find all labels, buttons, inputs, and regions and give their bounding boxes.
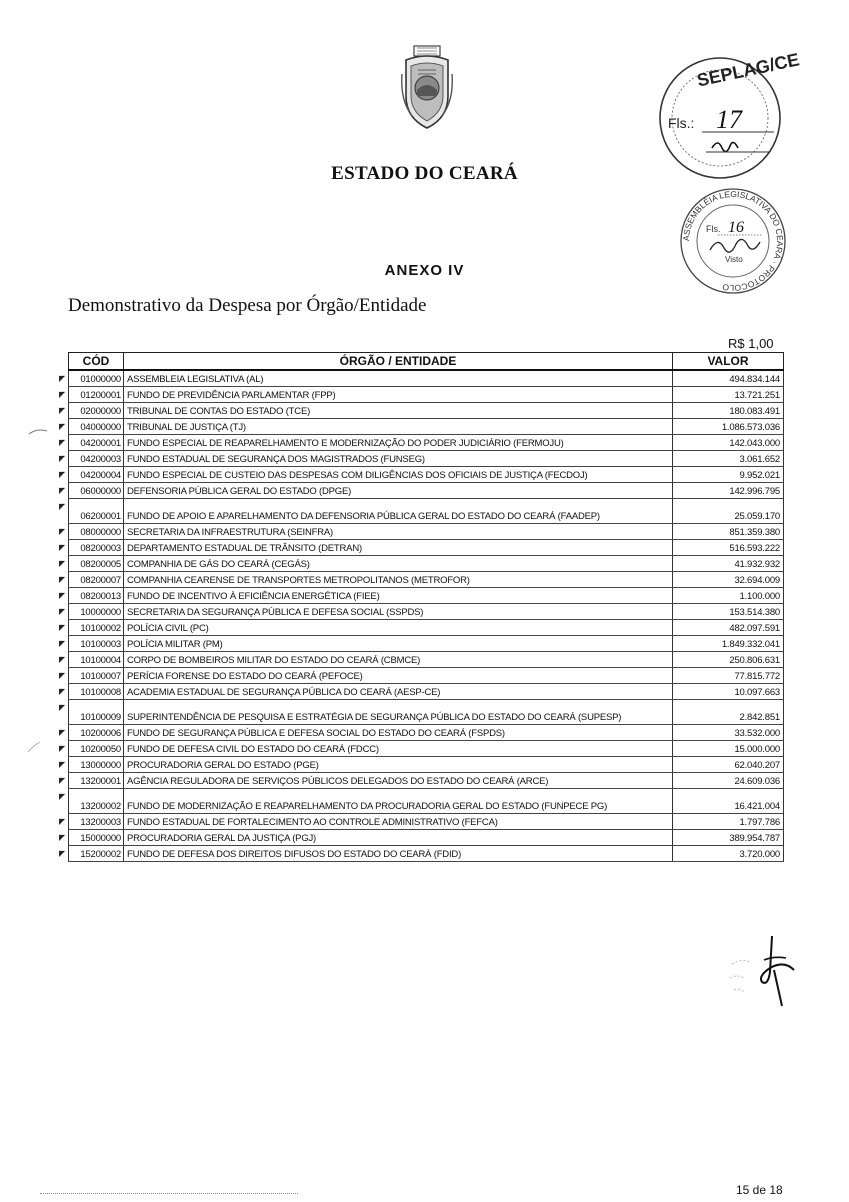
row-entity: POLÍCIA MILITAR (PM) <box>124 636 673 652</box>
row-entity: POLÍCIA CIVIL (PC) <box>124 620 673 636</box>
row-marker-icon: ◤ <box>59 470 65 479</box>
row-marker-icon: ◤ <box>59 374 65 383</box>
row-marker-icon: ◤ <box>59 639 65 648</box>
row-value: 180.083.491 <box>673 403 784 419</box>
row-marker-icon: ◤ <box>59 792 65 801</box>
row-code <box>59 556 124 572</box>
table-row <box>69 668 784 684</box>
row-marker-icon: ◤ <box>59 655 65 664</box>
row-marker-icon: ◤ <box>59 591 65 600</box>
row-value: 2.842.851 <box>673 700 784 725</box>
table-row <box>69 524 784 540</box>
table-body <box>59 370 784 862</box>
row-code-text: 08000000 <box>80 527 121 538</box>
row-value: 24.609.036 <box>673 773 784 789</box>
row-value: 1.100.000 <box>673 588 784 604</box>
legislativa-ring-text: ASSEMBLÉIA LEGISLATIVA DO CEARÁ · PROTOCOLO <box>680 188 786 294</box>
table-row <box>69 741 784 757</box>
row-code <box>59 467 124 483</box>
row-marker-icon: ◤ <box>59 817 65 826</box>
row-code <box>59 814 124 830</box>
table-row <box>69 684 784 700</box>
row-entity: SECRETARIA DA SEGURANÇA PÚBLICA E DEFESA SOCIAL (SSPDS) <box>124 604 673 620</box>
row-code <box>59 789 124 814</box>
legislativa-fls-label: Fls. <box>706 224 721 234</box>
row-entity: SECRETARIA DA INFRAESTRUTURA (SEINFRA) <box>124 524 673 540</box>
row-code-text: 13200002 <box>80 801 121 812</box>
row-value: 3.061.652 <box>673 451 784 467</box>
row-value: 482.097.591 <box>673 620 784 636</box>
table-row <box>69 572 784 588</box>
legislativa-visto-label: Visto <box>725 255 743 264</box>
row-entity: CORPO DE BOMBEIROS MILITAR DO ESTADO DO CEARÁ (CBMCE) <box>124 652 673 668</box>
row-value: 41.932.932 <box>673 556 784 572</box>
table-row <box>69 725 784 741</box>
row-value: 1.086.573.036 <box>673 419 784 435</box>
row-entity: FUNDO DE PREVIDÊNCIA PARLAMENTAR (FPP) <box>124 387 673 403</box>
seplag-fls-number: 17 <box>716 105 742 134</box>
row-code-text: 08200003 <box>80 543 121 554</box>
row-value: 851.359.380 <box>673 524 784 540</box>
row-code <box>59 636 124 652</box>
row-code <box>59 846 124 862</box>
row-code <box>59 700 124 725</box>
row-code <box>59 435 124 451</box>
row-entity: ASSEMBLEIA LEGISLATIVA (AL) <box>124 370 673 387</box>
table-row <box>69 700 784 725</box>
row-marker-icon: ◤ <box>59 703 65 712</box>
row-code-text: 13200003 <box>80 817 121 828</box>
row-code-text: 15200002 <box>80 849 121 860</box>
table-row <box>69 830 784 846</box>
row-code <box>59 725 124 741</box>
row-code-text: 10000000 <box>80 607 121 618</box>
column-header-entity: ÓRGÃO / ENTIDADE <box>124 353 673 371</box>
row-code-text: 10200006 <box>80 728 121 739</box>
row-code <box>59 830 124 846</box>
table-row <box>69 814 784 830</box>
row-entity: FUNDO DE DEFESA CIVIL DO ESTADO DO CEARÁ (FDCC) <box>124 741 673 757</box>
row-code <box>59 741 124 757</box>
table-row <box>69 467 784 483</box>
row-entity: ACADEMIA ESTADUAL DE SEGURANÇA PÚBLICA DO CEARÁ (AESP-CE) <box>124 684 673 700</box>
row-code-text: 13000000 <box>80 760 121 771</box>
margin-pen-mark <box>26 740 42 759</box>
row-value: 516.593.222 <box>673 540 784 556</box>
row-code <box>59 620 124 636</box>
row-marker-icon: ◤ <box>59 607 65 616</box>
table-row <box>69 483 784 499</box>
row-code <box>59 499 124 524</box>
row-entity: FUNDO ESPECIAL DE CUSTEIO DAS DESPESAS COM DILIGÊNCIAS DOS OFICIAIS DE JUSTIÇA (FECDOJ) <box>124 467 673 483</box>
table-row <box>69 556 784 572</box>
table-row <box>69 604 784 620</box>
row-marker-icon: ◤ <box>59 502 65 511</box>
row-value: 62.040.207 <box>673 757 784 773</box>
row-value: 142.996.795 <box>673 483 784 499</box>
state-crest-icon <box>398 44 456 137</box>
row-marker-icon: ◤ <box>59 623 65 632</box>
row-marker-icon: ◤ <box>59 438 65 447</box>
row-code <box>59 540 124 556</box>
row-marker-icon: ◤ <box>59 422 65 431</box>
row-code <box>59 572 124 588</box>
footer-rule <box>40 1193 298 1194</box>
row-entity: FUNDO DE DEFESA DOS DIREITOS DIFUSOS DO ESTADO DO CEARÁ (FDID) <box>124 846 673 862</box>
row-code-text: 10200050 <box>80 744 121 755</box>
table-row <box>69 499 784 524</box>
row-marker-icon: ◤ <box>59 559 65 568</box>
row-marker-icon: ◤ <box>59 454 65 463</box>
table-row <box>69 435 784 451</box>
row-value: 16.421.004 <box>673 789 784 814</box>
seplag-fls-label: Fls.: <box>668 115 695 131</box>
row-value: 3.720.000 <box>673 846 784 862</box>
row-entity: FUNDO DE APOIO E APARELHAMENTO DA DEFENSORIA PÚBLICA GERAL DO ESTADO DO CEARÁ (FAADEP) <box>124 499 673 524</box>
row-value: 389.954.787 <box>673 830 784 846</box>
row-value: 25.059.170 <box>673 499 784 524</box>
row-code-text: 08200005 <box>80 559 121 570</box>
row-code <box>59 483 124 499</box>
row-entity: PROCURADORIA GERAL DO ESTADO (PGE) <box>124 757 673 773</box>
row-code-text: 06000000 <box>80 486 121 497</box>
row-code-text: 10100003 <box>80 639 121 650</box>
row-code-text: 10100009 <box>80 712 121 723</box>
row-entity: FUNDO ESTADUAL DE FORTALECIMENTO AO CONTROLE ADMINISTRATIVO (FEFCA) <box>124 814 673 830</box>
table-row <box>69 757 784 773</box>
row-code <box>59 403 124 419</box>
page-number: 15 de 18 <box>736 1183 783 1197</box>
column-header-value: VALOR <box>673 353 784 371</box>
row-code-text: 08200007 <box>80 575 121 586</box>
row-entity: FUNDO ESPECIAL DE REAPARELHAMENTO E MODERNIZAÇÃO DO PODER JUDICIÁRIO (FERMOJU) <box>124 435 673 451</box>
row-entity: DEPARTAMENTO ESTADUAL DE TRÂNSITO (DETRAN) <box>124 540 673 556</box>
table-row <box>69 789 784 814</box>
row-marker-icon: ◤ <box>59 687 65 696</box>
table-row <box>69 588 784 604</box>
seplag-stamp-text: SEPLAG/CE <box>695 49 802 91</box>
row-code-text: 04200003 <box>80 454 121 465</box>
table-row <box>69 451 784 467</box>
row-entity: AGÊNCIA REGULADORA DE SERVIÇOS PÚBLICOS DELEGADOS DO ESTADO DO CEARÁ (ARCE) <box>124 773 673 789</box>
row-code-text: 02000000 <box>80 406 121 417</box>
row-marker-icon: ◤ <box>59 406 65 415</box>
row-entity: TRIBUNAL DE CONTAS DO ESTADO (TCE) <box>124 403 673 419</box>
state-title: ESTADO DO CEARÁ <box>331 163 518 184</box>
row-code <box>59 451 124 467</box>
row-code-text: 13200001 <box>80 776 121 787</box>
row-value: 13.721.251 <box>673 387 784 403</box>
row-marker-icon: ◤ <box>59 390 65 399</box>
row-marker-icon: ◤ <box>59 486 65 495</box>
row-code <box>59 588 124 604</box>
row-code-text: 04200004 <box>80 470 121 481</box>
margin-pen-mark <box>28 424 48 442</box>
row-entity: TRIBUNAL DE JUSTIÇA (TJ) <box>124 419 673 435</box>
row-marker-icon: ◤ <box>59 744 65 753</box>
table-row <box>69 540 784 556</box>
row-entity: COMPANHIA CEARENSE DE TRANSPORTES METROPOLITANOS (METROFOR) <box>124 572 673 588</box>
row-code-text: 10100002 <box>80 623 121 634</box>
table-row <box>69 636 784 652</box>
row-entity: FUNDO DE INCENTIVO À EFICIÊNCIA ENERGÉTICA (FIEE) <box>124 588 673 604</box>
row-code-text: 15000000 <box>80 833 121 844</box>
row-marker-icon: ◤ <box>59 728 65 737</box>
row-entity: SUPERINTENDÊNCIA DE PESQUISA E ESTRATÉGIA DE SEGURANÇA PÚBLICA DO ESTADO DO CEARÁ (SUPESP) <box>124 700 673 725</box>
row-entity: PERÍCIA FORENSE DO ESTADO DO CEARÁ (PEFOCE) <box>124 668 673 684</box>
row-code <box>59 773 124 789</box>
table-row <box>69 620 784 636</box>
row-value: 1.797.786 <box>673 814 784 830</box>
annex-title: ANEXO IV <box>384 262 465 279</box>
row-value: 10.097.663 <box>673 684 784 700</box>
row-code <box>59 652 124 668</box>
currency-unit: R$ 1,00 <box>728 336 774 351</box>
row-code-text: 06200001 <box>80 511 121 522</box>
row-marker-icon: ◤ <box>59 760 65 769</box>
handwritten-signature <box>722 930 812 1025</box>
row-value: 77.815.772 <box>673 668 784 684</box>
table-row <box>69 403 784 419</box>
table-header-row <box>69 353 784 371</box>
row-code-text: 10100007 <box>80 671 121 682</box>
row-value: 9.952.021 <box>673 467 784 483</box>
row-code <box>59 757 124 773</box>
row-marker-icon: ◤ <box>59 527 65 536</box>
row-code-text: 08200013 <box>80 591 121 602</box>
row-entity: DEFENSORIA PÚBLICA GERAL DO ESTADO (DPGE) <box>124 483 673 499</box>
table-row <box>69 387 784 403</box>
row-value: 142.043.000 <box>673 435 784 451</box>
row-code-text: 01200001 <box>80 390 121 401</box>
row-marker-icon: ◤ <box>59 543 65 552</box>
column-header-code: CÓD <box>69 353 124 371</box>
row-value: 15.000.000 <box>673 741 784 757</box>
expense-table <box>59 352 784 862</box>
row-marker-icon: ◤ <box>59 776 65 785</box>
row-code <box>59 604 124 620</box>
row-entity: FUNDO DE MODERNIZAÇÃO E REAPARELHAMENTO DA PROCURADORIA GERAL DO ESTADO (FUNPECE PG) <box>124 789 673 814</box>
table-row <box>69 652 784 668</box>
row-value: 33.532.000 <box>673 725 784 741</box>
row-code-text: 04000000 <box>80 422 121 433</box>
row-value: 153.514.380 <box>673 604 784 620</box>
table-row <box>69 846 784 862</box>
row-code <box>59 524 124 540</box>
row-marker-icon: ◤ <box>59 833 65 842</box>
table-row <box>69 419 784 435</box>
legislativa-fls-number: 16 <box>728 219 744 236</box>
row-entity: FUNDO DE SEGURANÇA PÚBLICA E DEFESA SOCIAL DO ESTADO DO CEARÁ (FSPDS) <box>124 725 673 741</box>
row-code <box>59 668 124 684</box>
row-value: 1.849.332.041 <box>673 636 784 652</box>
row-code <box>59 387 124 403</box>
row-value: 250.806.631 <box>673 652 784 668</box>
row-code-text: 10100004 <box>80 655 121 666</box>
row-code <box>59 684 124 700</box>
document-subtitle: Demonstrativo da Despesa por Órgão/Entidade <box>68 295 427 316</box>
row-code-text: 01000000 <box>80 374 121 385</box>
row-marker-icon: ◤ <box>59 671 65 680</box>
table-row <box>69 370 784 387</box>
legislativa-protocol-stamp <box>678 186 788 301</box>
table-row <box>69 773 784 789</box>
row-value: 494.834.144 <box>673 370 784 387</box>
row-marker-icon: ◤ <box>59 849 65 858</box>
row-entity: COMPANHIA DE GÁS DO CEARÁ (CEGÁS) <box>124 556 673 572</box>
row-entity: PROCURADORIA GERAL DA JUSTIÇA (PGJ) <box>124 830 673 846</box>
row-code-text: 10100008 <box>80 687 121 698</box>
row-code <box>59 419 124 435</box>
row-marker-icon: ◤ <box>59 575 65 584</box>
row-entity: FUNDO ESTADUAL DE SEGURANÇA DOS MAGISTRADOS (FUNSEG) <box>124 451 673 467</box>
row-code <box>59 370 124 387</box>
row-value: 32.694.009 <box>673 572 784 588</box>
row-code-text: 04200001 <box>80 438 121 449</box>
